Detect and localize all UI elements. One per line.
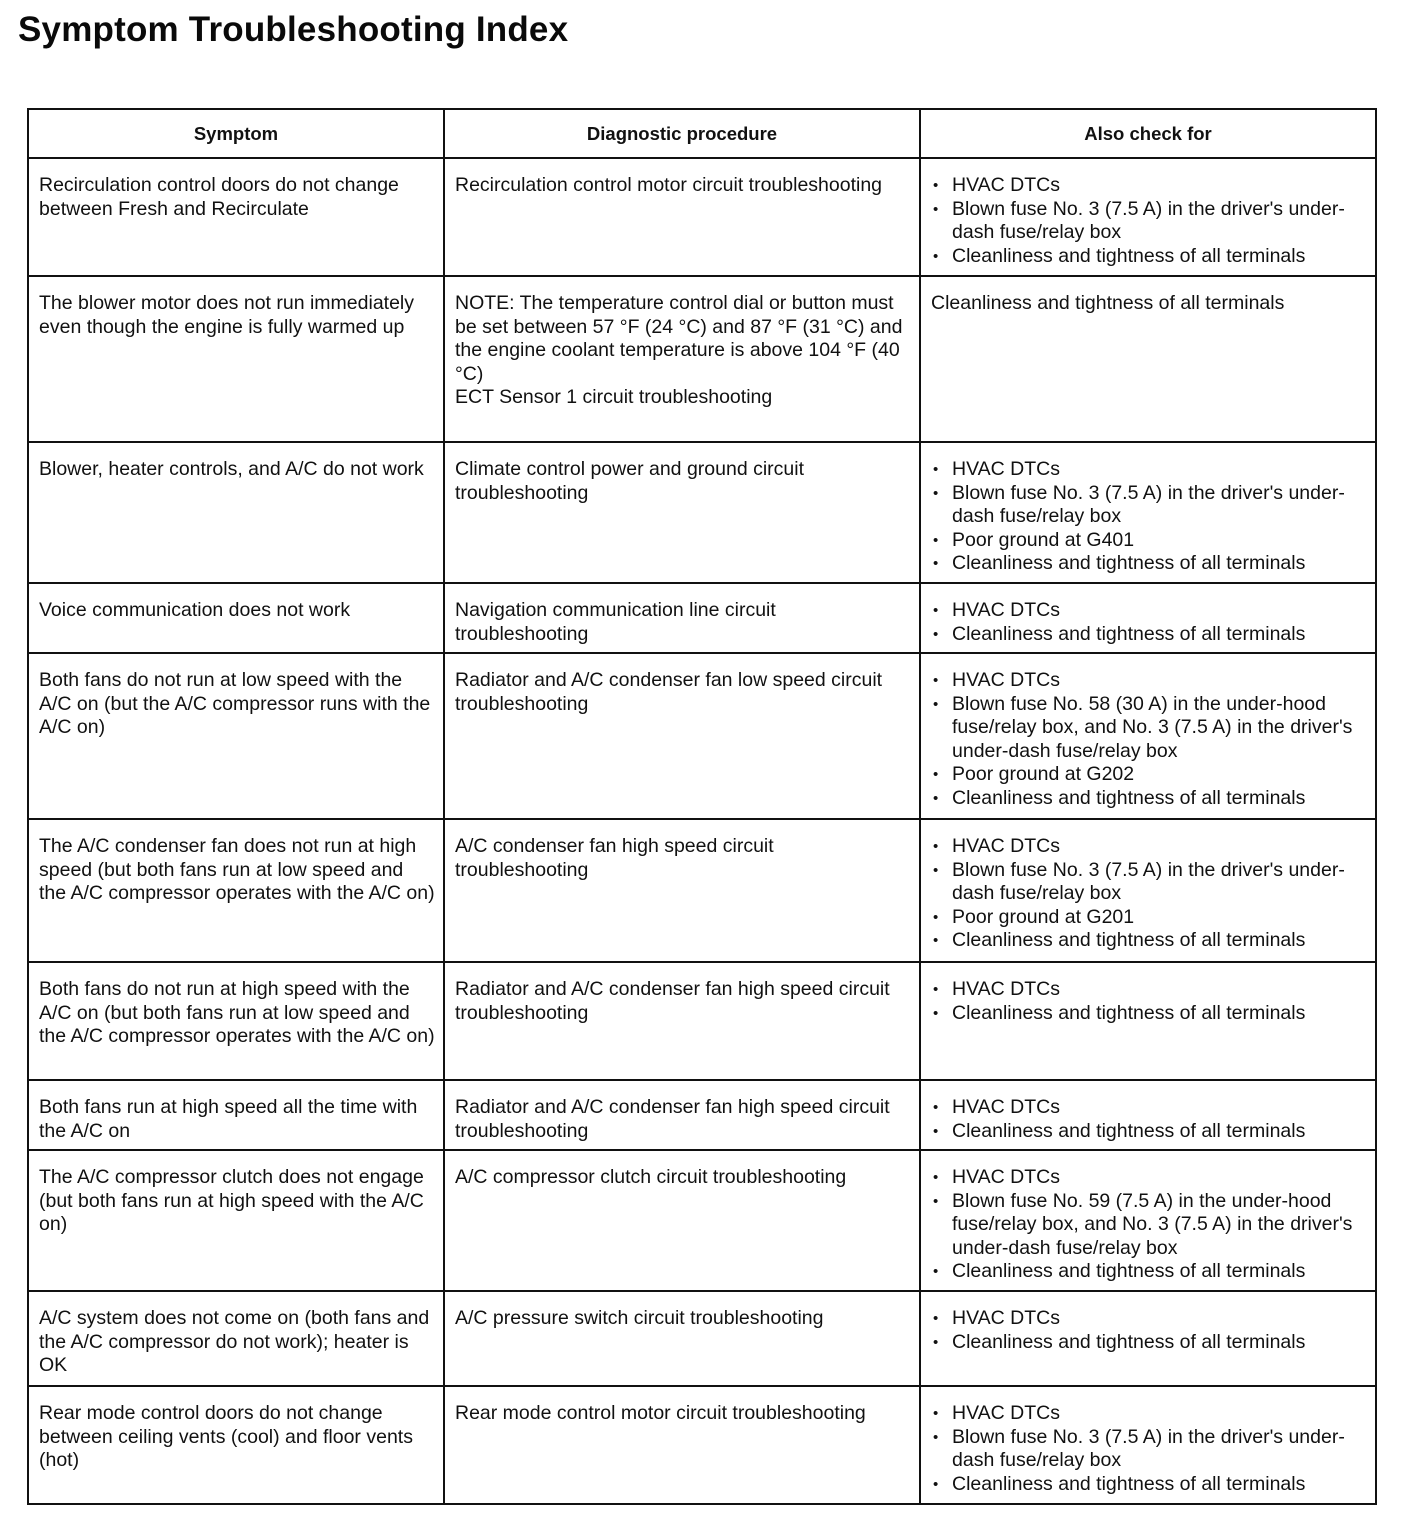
bullet-icon: • <box>933 1004 939 1022</box>
table-row <box>28 962 1376 1080</box>
check-item: • HVAC DTCs <box>933 1096 1060 1118</box>
procedure-text: Radiator and A/C condenser fan low speed circuit troubleshooting <box>455 669 883 715</box>
bullet-icon: • <box>933 247 939 265</box>
bullet-icon: • <box>933 1122 939 1140</box>
procedure-cell <box>444 653 920 819</box>
procedure-text: ECT Sensor 1 circuit troubleshooting <box>455 386 773 408</box>
symptom-text: The blower motor does not run immediately even though the engine is fully warmed up <box>39 292 415 338</box>
table-row <box>28 158 1376 276</box>
procedure-cell <box>444 1291 920 1386</box>
bullet-icon: • <box>933 861 939 879</box>
check-list <box>931 174 1367 268</box>
bullet-icon: • <box>933 1263 939 1280</box>
check-item: • Poor ground at G401 <box>933 528 1135 551</box>
page-title: Symptom Troubleshooting Index <box>18 10 569 49</box>
check-list <box>931 599 1367 646</box>
check-list <box>931 1166 1367 1284</box>
check-item: • Cleanliness and tightness of all terminals <box>933 1330 1306 1353</box>
symptom-cell <box>28 1080 444 1150</box>
check-item: • Blown fuse No. 3 (7.5 A) in the driver's under-dash fuse/relay box <box>933 481 1345 527</box>
also-check-cell <box>920 1080 1376 1150</box>
bullet-icon: • <box>933 484 939 502</box>
table-row <box>28 1080 1376 1150</box>
also-check-cell <box>920 819 1376 962</box>
check-item: • HVAC DTCs <box>933 1166 1060 1188</box>
table-row <box>28 442 1376 583</box>
symptom-text: Recirculation control doors do not change between Fresh and Recirculate <box>39 174 399 220</box>
procedure-cell <box>444 276 920 442</box>
procedure-text: Climate control power and ground circuit troubleshooting <box>455 458 805 504</box>
procedure-text: A/C compressor clutch circuit troubleshooting <box>455 1166 847 1188</box>
procedure-cell <box>444 1386 920 1504</box>
procedure-cell <box>444 819 920 962</box>
bullet-icon: • <box>933 908 939 926</box>
symptom-text: Both fans run at high speed all the time with the A/C on <box>39 1096 418 1142</box>
bullet-icon: • <box>933 200 939 218</box>
symptom-text: Both fans do not run at high speed with the A/C on (but both fans run at low speed and the A/C compressor operates with the A/C on) <box>39 978 435 1047</box>
bullet-icon: • <box>933 789 939 807</box>
symptom-cell <box>28 1150 444 1291</box>
check-list <box>931 669 1367 810</box>
bullet-icon: • <box>933 1428 939 1446</box>
bullet-icon: • <box>933 838 939 855</box>
also-check-cell <box>920 1150 1376 1291</box>
check-item: • Cleanliness and tightness of all terminals <box>933 1119 1306 1142</box>
procedure-text: Navigation communication line circuit troubleshooting <box>455 599 776 645</box>
symptom-cell <box>28 819 444 962</box>
check-item: • HVAC DTCs <box>933 458 1060 480</box>
also-check-cell <box>920 653 1376 819</box>
check-list <box>931 458 1367 576</box>
check-item: • Cleanliness and tightness of all terminals <box>933 1472 1306 1495</box>
check-item: • Cleanliness and tightness of all terminals <box>933 1260 1306 1282</box>
table-row <box>28 1386 1376 1504</box>
procedure-text: Radiator and A/C condenser fan high speed circuit troubleshooting <box>455 1096 890 1142</box>
also-check-cell <box>920 276 1376 442</box>
procedure-cell <box>444 1150 920 1291</box>
table-row <box>28 276 1376 442</box>
symptom-cell <box>28 962 444 1080</box>
symptom-cell <box>28 653 444 819</box>
check-item: • HVAC DTCs <box>933 1307 1060 1329</box>
check-item: • HVAC DTCs <box>933 978 1060 1000</box>
also-check-cell <box>920 1291 1376 1386</box>
bullet-icon: • <box>933 177 939 194</box>
check-item: • Poor ground at G201 <box>933 905 1135 928</box>
also-check-cell <box>920 962 1376 1080</box>
check-item: • HVAC DTCs <box>933 1402 1060 1424</box>
check-item: • Cleanliness and tightness of all terminals <box>933 786 1306 809</box>
procedure-text: Rear mode control motor circuit troubleshooting <box>455 1402 866 1424</box>
procedure-cell <box>444 158 920 276</box>
column-header-diagnostic-procedure: Diagnostic procedure <box>444 109 920 158</box>
also-check-cell <box>920 158 1376 276</box>
check-item: • Cleanliness and tightness of all terminals <box>933 552 1306 574</box>
check-item: • Blown fuse No. 59 (7.5 A) in the under-hood fuse/relay box, and No. 3 (7.5 A) in the driver's under-dash fuse/relay box <box>933 1189 1353 1259</box>
symptom-cell <box>28 1386 444 1504</box>
procedure-cell <box>444 442 920 583</box>
bullet-icon: • <box>933 672 939 689</box>
also-check-cell <box>920 583 1376 653</box>
bullet-icon: • <box>933 625 939 643</box>
check-list <box>931 835 1367 953</box>
symptom-text: Both fans do not run at low speed with the A/C on (but the A/C compressor runs with the A/C on) <box>39 669 431 738</box>
symptom-text: Rear mode control doors do not change between ceiling vents (cool) and floor vents (hot) <box>39 1402 413 1471</box>
check-item: • Cleanliness and tightness of all terminals <box>933 929 1306 951</box>
symptom-text: A/C system does not come on (both fans and the A/C compressor do not work); heater is OK <box>39 1307 430 1376</box>
check-item: • Blown fuse No. 58 (30 A) in the under-hood fuse/relay box, and No. 3 (7.5 A) in the driver's under-dash fuse/relay box <box>933 692 1353 762</box>
bullet-icon: • <box>933 1192 939 1210</box>
bullet-icon: • <box>933 1405 939 1422</box>
symptom-text: The A/C compressor clutch does not engage (but both fans run at high speed with the A/C on) <box>39 1166 424 1235</box>
symptom-cell <box>28 1291 444 1386</box>
procedure-cell <box>444 962 920 1080</box>
check-item: • HVAC DTCs <box>933 599 1060 621</box>
check-item: • Blown fuse No. 3 (7.5 A) in the driver's under-dash fuse/relay box <box>933 197 1345 243</box>
procedure-text: A/C pressure switch circuit troubleshooting <box>455 1307 824 1329</box>
check-list <box>931 1402 1367 1496</box>
check-item: • HVAC DTCs <box>933 174 1060 196</box>
symptom-cell <box>28 583 444 653</box>
bullet-icon: • <box>933 981 939 998</box>
bullet-icon: • <box>933 695 939 713</box>
symptom-cell <box>28 158 444 276</box>
procedure-note: NOTE: The temperature control dial or button must be set between 57 °F (24 °C) and 87 °F (31 °C) and the engine coolant temperature is above 104 °F (40 °C) <box>455 292 903 385</box>
symptom-cell <box>28 442 444 583</box>
bullet-icon: • <box>933 531 939 549</box>
bullet-icon: • <box>933 932 939 949</box>
procedure-text: A/C condenser fan high speed circuit troubleshooting <box>455 835 774 881</box>
check-list <box>931 978 1367 1025</box>
check-list <box>931 1096 1367 1143</box>
table-row <box>28 1291 1376 1386</box>
bullet-icon: • <box>933 1475 939 1493</box>
check-plain-text: Cleanliness and tightness of all terminals <box>931 292 1285 314</box>
also-check-cell <box>920 1386 1376 1504</box>
symptom-text: Blower, heater controls, and A/C do not work <box>39 458 424 480</box>
bullet-icon: • <box>933 766 939 783</box>
check-list <box>931 1307 1367 1354</box>
table-row <box>28 583 1376 653</box>
bullet-icon: • <box>933 1333 939 1351</box>
bullet-icon: • <box>933 602 939 619</box>
bullet-icon: • <box>933 555 939 572</box>
procedure-cell <box>444 1080 920 1150</box>
bullet-icon: • <box>933 1099 939 1116</box>
table-header-row <box>28 109 1376 158</box>
procedure-text: Recirculation control motor circuit troubleshooting <box>455 174 883 196</box>
check-item: • Cleanliness and tightness of all terminals <box>933 1001 1306 1024</box>
bullet-icon: • <box>933 1310 939 1327</box>
also-check-cell <box>920 442 1376 583</box>
procedure-cell <box>444 583 920 653</box>
check-item: • Poor ground at G202 <box>933 763 1135 785</box>
procedure-text: Radiator and A/C condenser fan high speed circuit troubleshooting <box>455 978 890 1024</box>
symptom-text: Voice communication does not work <box>39 599 351 621</box>
check-item: • Cleanliness and tightness of all terminals <box>933 244 1306 267</box>
check-item: • Cleanliness and tightness of all terminals <box>933 622 1306 645</box>
table-row <box>28 653 1376 819</box>
column-header-symptom: Symptom <box>28 109 444 158</box>
check-item: • HVAC DTCs <box>933 669 1060 691</box>
check-item: • Blown fuse No. 3 (7.5 A) in the driver's under-dash fuse/relay box <box>933 1425 1345 1471</box>
check-item: • Blown fuse No. 3 (7.5 A) in the driver's under-dash fuse/relay box <box>933 858 1345 904</box>
symptom-text: The A/C condenser fan does not run at high speed (but both fans run at low speed and the A/C compressor operates with the A/C on) <box>39 835 435 904</box>
column-header-also-check-for: Also check for <box>920 109 1376 158</box>
bullet-icon: • <box>933 1169 939 1186</box>
check-item: • HVAC DTCs <box>933 835 1060 857</box>
symptom-cell <box>28 276 444 442</box>
symptom-index-table <box>27 108 1377 1505</box>
table-row <box>28 1150 1376 1291</box>
table-row <box>28 819 1376 962</box>
bullet-icon: • <box>933 461 939 478</box>
